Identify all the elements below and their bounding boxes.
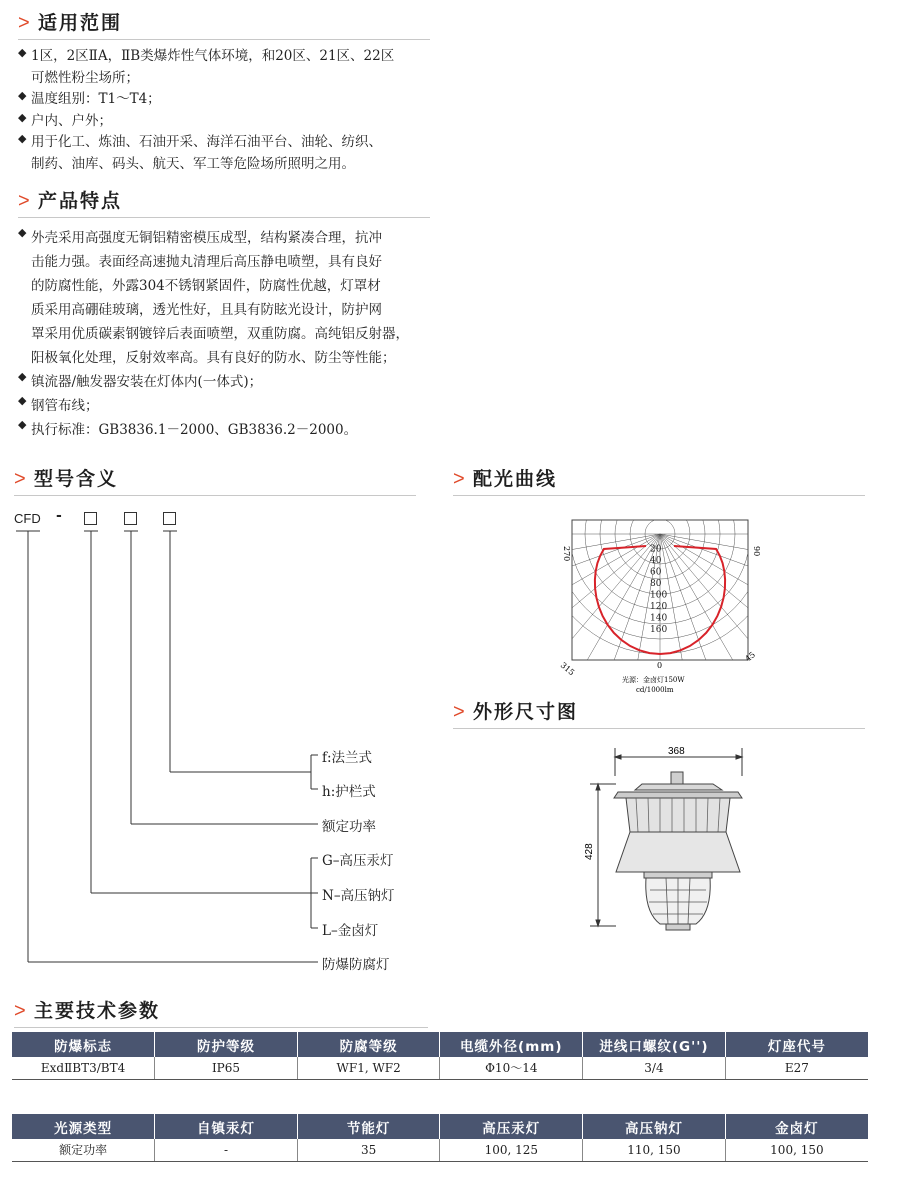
angle-label-90: 90 — [752, 546, 761, 557]
polar-caption-source: 光源：金卤灯150W — [622, 676, 685, 684]
list-item-line: 1区，2区ⅡA，ⅡB类爆炸性气体环境，和20区、21区、22区 — [31, 48, 395, 64]
lamp-dimension-drawing — [570, 740, 770, 940]
table-row — [12, 1057, 868, 1079]
polar-radial-label: 100 — [650, 590, 668, 601]
spec-table-2 — [12, 1114, 868, 1162]
polar-caption-unit: cd/1000lm — [636, 686, 674, 694]
params-title: 主要技术参数 — [34, 1000, 161, 1022]
table-header-row — [12, 1114, 868, 1139]
list-item-line: 钢管布线； — [31, 398, 99, 414]
list-item-line: 制药、油库、码头、航天、军工等危险场所照明之用。 — [31, 155, 355, 172]
model-label-power: 额定功率 — [322, 819, 376, 835]
table-cell: 110, 150 — [583, 1139, 726, 1161]
diamond-bullet-icon: ◆ — [18, 418, 27, 431]
model-label-mercury: G–高压汞灯 — [322, 853, 394, 869]
section-arrow-icon: > — [453, 468, 465, 490]
table-cell: Φ10～14 — [440, 1057, 583, 1079]
table-header-cell: 自镇汞灯 — [155, 1114, 298, 1139]
table-header-cell: 高压钠灯 — [583, 1114, 726, 1139]
params-header — [14, 998, 428, 1028]
list-item-line: 质采用高硼硅玻璃，透光性好，且具有防眩光设计，防护网 — [31, 302, 382, 318]
table-header-cell: 灯座代号 — [725, 1032, 868, 1057]
diamond-bullet-icon: ◆ — [18, 110, 27, 124]
dimension-width: 368 — [668, 746, 685, 757]
table-header-cell: 金卤灯 — [725, 1114, 868, 1139]
model-label-type: 防爆防腐灯 — [322, 957, 390, 973]
list-item-line: 温度组别：T1～T4； — [31, 91, 161, 107]
list-item-line: 阳极氧化处理，反射效率高。具有良好的防水、防尘等性能； — [31, 350, 396, 366]
list-item-line: 击能力强。表面经高速抛丸清理后高压静电喷塑，具有良好 — [31, 254, 382, 270]
section-arrow-icon: > — [18, 190, 30, 212]
angle-label-270: 270 — [562, 546, 571, 562]
table-row — [12, 1139, 868, 1161]
diamond-bullet-icon: ◆ — [18, 370, 27, 383]
model-label-sodium: N–高压钠灯 — [322, 888, 395, 904]
table-cell: WF1, WF2 — [297, 1057, 440, 1079]
list-item-line: 镇流器/触发器安装在灯体内(一体式)； — [31, 374, 263, 390]
list-item-line: 用于化工、炼油、石油开采、海洋石油平台、油轮、纺织、 — [31, 134, 382, 150]
table-cell: IP65 — [155, 1057, 298, 1079]
polar-radial-label: 20 — [650, 544, 662, 555]
model-label-halide: L–金卤灯 — [322, 923, 379, 939]
section-arrow-icon: > — [14, 468, 26, 490]
spec-table-1 — [12, 1032, 868, 1080]
table-cell: 35 — [297, 1139, 440, 1161]
diamond-bullet-icon: ◆ — [18, 132, 27, 145]
features-title: 产品特点 — [38, 190, 123, 212]
section-arrow-icon: > — [453, 701, 465, 723]
angle-label-315: 315 — [558, 660, 577, 678]
section-arrow-icon: > — [18, 12, 30, 34]
diamond-bullet-icon: ◆ — [18, 46, 27, 59]
model-leader-lines — [0, 0, 420, 990]
table-cell: ExdⅡBT3/BT4 — [12, 1057, 155, 1079]
angle-label-0: 0 — [657, 661, 663, 670]
table-header-cell: 进线口螺纹(G'') — [583, 1032, 726, 1057]
polar-radial-label: 60 — [650, 567, 662, 578]
list-item-line: 外壳采用高强度无铜铝精密模压成型，结构紧凑合理，抗冲 — [31, 230, 382, 246]
table-header-cell: 电缆外径(mm) — [440, 1032, 583, 1057]
list-item-line: 的防腐性能，外露304不锈钢紧固件，防腐性优越，灯罩材 — [31, 278, 381, 294]
polar-radial-label: 40 — [650, 556, 662, 566]
polar-radial-label: 160 — [650, 625, 668, 635]
scope-title: 适用范围 — [38, 12, 123, 34]
table-header-cell: 防护等级 — [155, 1032, 298, 1057]
dimension-header — [453, 699, 865, 729]
table-header-cell: 防腐等级 — [297, 1032, 440, 1057]
table-cell: 额定功率 — [12, 1139, 155, 1161]
angle-label-45: 45 — [743, 650, 758, 664]
light-header — [453, 466, 865, 496]
diamond-bullet-icon: ◆ — [18, 89, 27, 102]
list-item-line: 罩采用优质碳素钢镀锌后表面喷塑，双重防腐。高纯铝反射器， — [31, 326, 409, 342]
table-header-cell: 光源类型 — [12, 1114, 155, 1139]
model-label-flange: f:法兰式 — [322, 750, 373, 766]
list-item-line: 可燃性粉尘场所； — [31, 69, 139, 86]
list-item-line: 户内、户外； — [31, 112, 112, 129]
section-arrow-icon: > — [14, 1000, 26, 1022]
light-distribution-chart — [550, 516, 770, 700]
table-header-row — [12, 1032, 868, 1057]
lamp-body — [614, 772, 742, 930]
light-title: 配光曲线 — [473, 468, 558, 490]
table-header-cell: 节能灯 — [297, 1114, 440, 1139]
model-title: 型号含义 — [34, 468, 119, 490]
model-prefix: CFD — [14, 511, 41, 526]
table-cell: 100, 150 — [725, 1139, 868, 1161]
table-cell: 100, 125 — [440, 1139, 583, 1161]
list-item-line: 执行标准：GB3836.1－2000、GB3836.2－2000。 — [31, 422, 358, 438]
model-dash: - — [56, 508, 62, 524]
polar-radial-label: 80 — [650, 579, 662, 589]
table-cell: - — [155, 1139, 298, 1161]
dimension-title: 外形尺寸图 — [473, 701, 579, 723]
table-header-cell: 高压汞灯 — [440, 1114, 583, 1139]
table-header-cell: 防爆标志 — [12, 1032, 155, 1057]
diamond-bullet-icon: ◆ — [18, 226, 27, 239]
table-cell: E27 — [725, 1057, 868, 1079]
diamond-bullet-icon: ◆ — [18, 394, 27, 407]
dimension-height: 428 — [584, 843, 595, 860]
polar-radial-label: 120 — [650, 602, 668, 612]
table-cell: 3/4 — [583, 1057, 726, 1079]
polar-radial-label: 140 — [650, 613, 668, 624]
model-label-guard: h:护栏式 — [322, 784, 376, 800]
